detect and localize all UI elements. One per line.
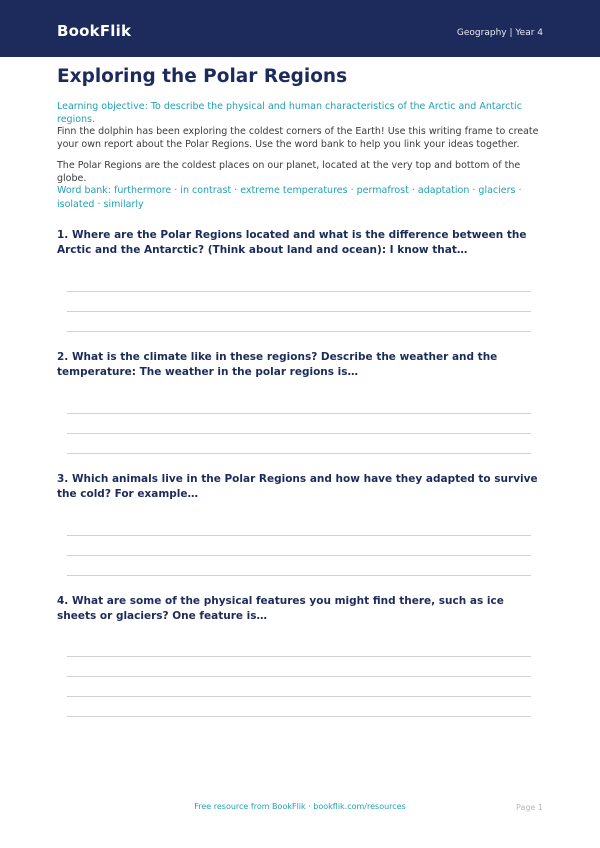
intro-paragraph-2: The Polar Regions are the coldest places on our planet, located at the very top and bottom of the globe. <box>57 160 521 184</box>
answer-line[interactable] <box>67 535 531 536</box>
answer-line[interactable] <box>67 696 531 697</box>
word-bank: Word bank: furthermore · in contrast · extreme temperatures · permafrost · adaptation · glaciers · isolated · similarly <box>57 185 522 210</box>
answer-line[interactable] <box>67 433 531 434</box>
intro-paragraph: Finn the dolphin has been exploring the coldest corners of the Earth! Use this writing frame to create your own report about the Polar Regions. Use the word bank to help you link your ideas together. <box>57 126 539 150</box>
answer-line[interactable] <box>67 311 531 312</box>
footer-text: Free resource from BookFlik · bookflik.com/resources <box>194 802 406 811</box>
answer-line[interactable] <box>67 656 531 657</box>
answer-line[interactable] <box>67 716 531 717</box>
answer-line[interactable] <box>67 575 531 576</box>
learning-objective: Learning objective: To describe the physical and human characteristics of the Arctic and Antarctic regions. <box>57 101 522 125</box>
answer-line[interactable] <box>67 331 531 332</box>
page-number: Page 1 <box>516 803 543 812</box>
question-4: 4. What are some of the physical features you might find there, such as ice sheets or glaciers? One feature is… <box>57 595 504 622</box>
brand-logo: BookFlik <box>57 22 132 40</box>
answer-line[interactable] <box>67 676 531 677</box>
question-2: 2. What is the climate like in these regions? Describe the weather and the temperature: The weather in the polar regions is… <box>57 351 498 378</box>
answer-line[interactable] <box>67 453 531 454</box>
question-3: 3. Which animals live in the Polar Regions and how have they adapted to survive the cold? For example… <box>57 473 538 500</box>
page-header <box>0 0 600 57</box>
page-title: Exploring the Polar Regions <box>57 66 348 87</box>
answer-line[interactable] <box>67 413 531 414</box>
answer-line[interactable] <box>67 555 531 556</box>
question-1: 1. Where are the Polar Regions located and what is the difference between the Arctic and the Antarctic? (Think about land and ocean): I know that… <box>57 229 527 256</box>
subject-year-label: Geography | Year 4 <box>456 28 543 38</box>
answer-line[interactable] <box>67 291 531 292</box>
